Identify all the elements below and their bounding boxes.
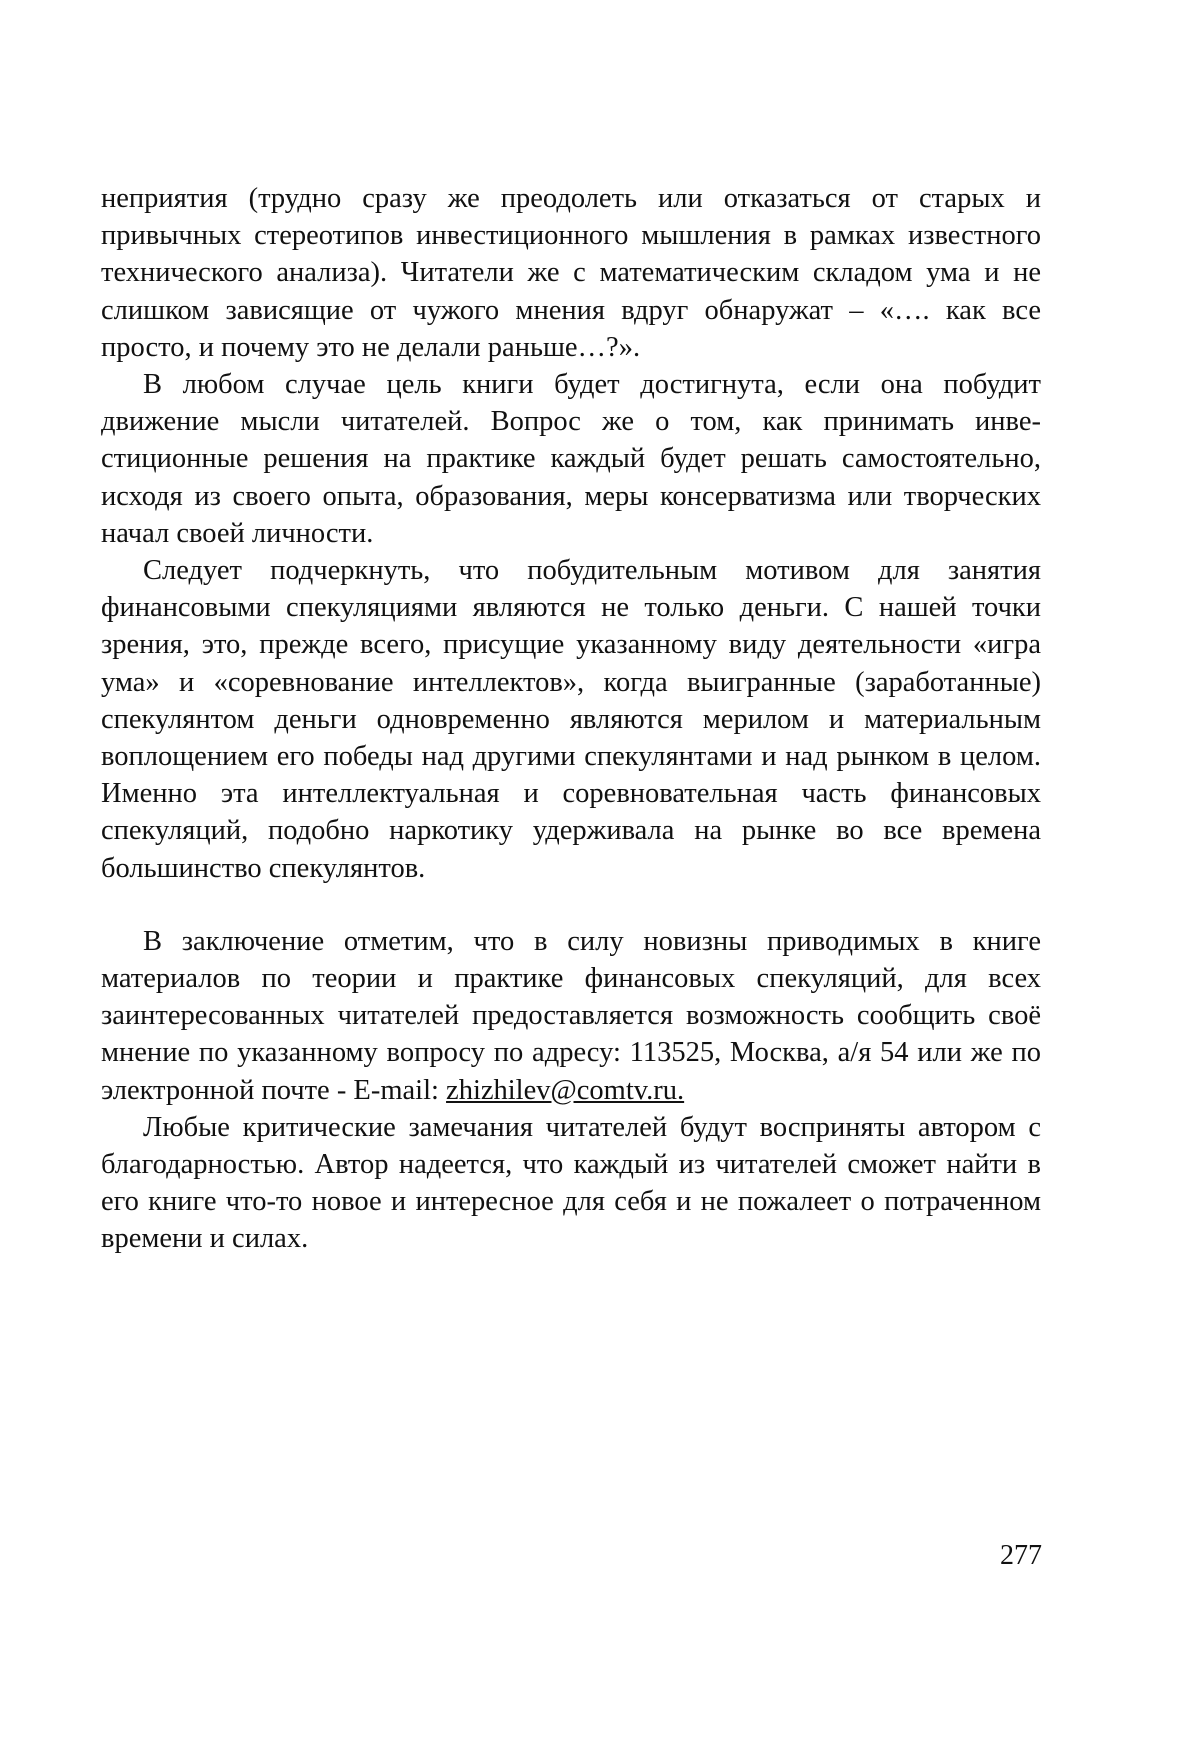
contact-text: В заключение отметим, что в силу новизны приводимых в книге материалов по теории и практике финансовых спекуляций, для всех заинтересованных читателей предоставляется возможность сообщить своё мнение по указанному вопросу по адресу: 113525, Москва, а/я 54 или же по электронной почте - E-mail: [101,925,1041,1106]
paragraph-continuation: неприятия (трудно сразу же преодолеть или отказаться от старых и привычных стереотипов инвестиционного мышления в рамках известного технического анализа). Читатели же с математическим складом ума и не слишком зависящие от чужого мнения вдруг обнаружат – «…. как все просто, и почему это не делали раньше…?». [101,183,1041,363]
paragraph-goal: В любом случае цель книги будет достигнута, если она побудит движение мысли читателей. Вопрос же о том, как принимать инвестиционные решения на практике каждый будет решать самостоятельно, исходя из своего опыта, образования, меры консерватизма или творческих начал своей личности. [101,369,1041,549]
body-text [101,180,1041,1258]
paragraph-closing: Любые критические замечания читателей будут восприняты автором с благодарностью. Автор надеется, что каждый из читателей сможет найти в его книге что-то новое и интересное для себя и не пожалеет о потраченном времени и силах. [101,1111,1041,1255]
paragraph-contact [101,923,1041,1109]
paragraph-motivation: Следует подчеркнуть, что побудительным мотивом для занятия финансовыми спекуляциями являются не только деньги. С нашей точки зрения, это, прежде всего, присущие указанному виду деятельности «игра ума» и «соревнование интеллектов», когда выигранные (заработанные) спекулянтом деньги одновременно являются мерилом и материальным воплощением его победы над другими спекулянтами и над рынком в целом. Именно эта интеллектуальная и соревновательная часть финансовых спекуляций, подобно наркотику удерживала на рынке во все времена большинство спекулянтов. [101,555,1041,884]
page-number: 277 [1000,1540,1042,1571]
email-link[interactable]: zhizhilev@comtv.ru. [446,1074,685,1106]
